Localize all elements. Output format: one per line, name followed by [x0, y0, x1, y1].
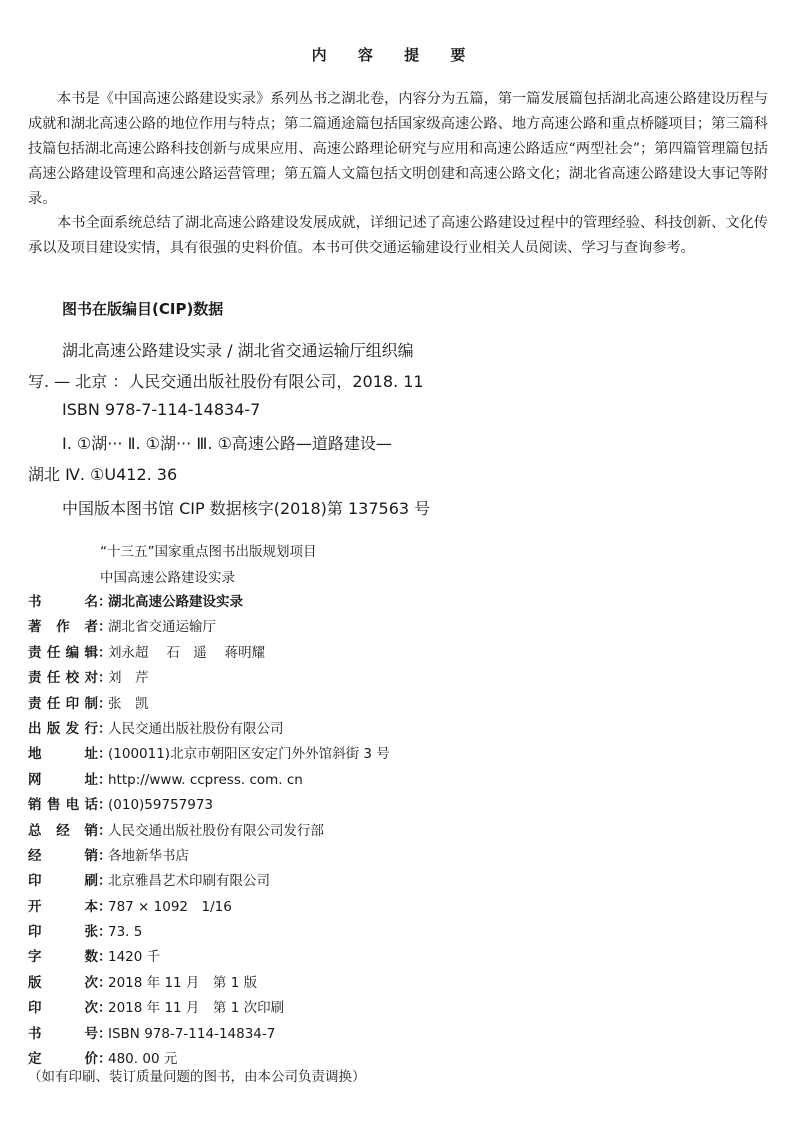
info-colon: ： — [98, 898, 112, 915]
info-label: 印 张 — [28, 924, 98, 941]
info-row — [28, 819, 768, 844]
summary-title: 内 容 提 要 — [311, 46, 479, 64]
info-row — [28, 793, 768, 818]
info-label: 开 本 — [28, 898, 98, 915]
info-colon: ： — [98, 797, 112, 814]
info-value: (010)59757973 — [108, 797, 214, 814]
info-label: 地 址 — [28, 746, 98, 763]
info-label: 版 次 — [28, 974, 98, 991]
summary-paragraph-1: 本书是《中国高速公路建设实录》系列丛书之湖北卷，内容分为五篇，第一篇发展篇包括湖北高速公路建设历程与成就和湖北高速公路的地位作用与特点；第二篇通途篇包括国家级高速公路、地方高速公路和重点桥隧项目；第三篇科技篇包括湖北高速公路科技创新与成果应用、高速公路理论研究与应用和高速公路适应“两型社会”；第四篇管理篇包括高速公路建设管理和高速公路运营管理；第五篇人文篇包括文明创建和高速公路文化；湖北省高速公路建设大事记等附录。 — [28, 91, 768, 207]
info-colon: ： — [98, 695, 112, 712]
summary-paragraph-2: 本书全面系统总结了湖北高速公路建设发展成就，详细记述了高速公路建设过程中的管理经验、科技创新、文化传承以及项目建设实情，具有很强的史料价值。本书可供交通运输建设行业相关人员阅读、学习与查询参考。 — [28, 215, 768, 256]
info-row — [28, 971, 768, 996]
info-label: 印 刷 — [28, 873, 98, 890]
info-value: 2018 年 11 月 第 1 版 — [108, 974, 258, 991]
cip-heading: 图书在版编目(CIP)数据 — [62, 300, 224, 318]
info-label: 经 销 — [28, 847, 98, 864]
info-row — [28, 692, 768, 717]
cip-line-2: 写. — 北京 ：人民交通出版社股份有限公司，2018. 11 — [28, 372, 424, 391]
info-colon: ： — [98, 1000, 112, 1017]
info-value: 人民交通出版社股份有限公司 — [108, 720, 284, 737]
info-value: 湖北高速公路建设实录 — [108, 594, 243, 610]
info-value: 人民交通出版社股份有限公司发行部 — [108, 822, 324, 839]
info-value: ISBN 978-7-114-14834-7 — [108, 1025, 276, 1042]
project-line-1: “十三五”国家重点图书出版规划项目 — [100, 544, 317, 560]
info-label: 总 经 销 — [28, 822, 98, 839]
info-label: 印 次 — [28, 1000, 98, 1017]
info-row — [28, 844, 768, 869]
publication-info-list — [28, 590, 768, 1072]
info-row — [28, 641, 768, 666]
info-value: 湖北省交通运输厅 — [108, 619, 216, 636]
info-label: 责 任 校 对 — [28, 670, 98, 687]
info-colon: ： — [98, 619, 112, 636]
info-colon: ： — [98, 644, 112, 661]
cip-line-1: 湖北高速公路建设实录 / 湖北省交通运输厅组织编 — [62, 341, 414, 360]
info-row — [28, 590, 768, 615]
info-value: 73. 5 — [108, 924, 143, 941]
info-row — [28, 920, 768, 945]
info-colon: ： — [98, 746, 112, 763]
info-label: 出 版 发 行 — [28, 720, 98, 737]
info-row — [28, 945, 768, 970]
info-colon: ： — [98, 974, 112, 991]
project-line-2: 中国高速公路建设实录 — [100, 570, 235, 586]
info-value: 刘 芹 — [108, 670, 149, 687]
info-value: (100011)北京市朝阳区安定门外外馆斜街 3 号 — [108, 746, 390, 763]
info-colon: ： — [98, 847, 112, 864]
quality-note: （如有印刷、装订质量问题的图书，由本公司负责调换） — [28, 1069, 366, 1085]
info-row — [28, 895, 768, 920]
info-value: 刘永超 石 遥 蒋明耀 — [108, 644, 266, 661]
info-value: 北京雅昌艺术印刷有限公司 — [108, 873, 270, 890]
info-label: 销 售 电 话 — [28, 797, 98, 814]
info-row — [28, 1022, 768, 1047]
info-value: 2018 年 11 月 第 1 次印刷 — [108, 1000, 285, 1017]
info-value: 1420 千 — [108, 949, 161, 966]
info-row — [28, 869, 768, 894]
info-row — [28, 615, 768, 640]
info-colon: ： — [98, 822, 112, 839]
info-colon: ： — [98, 771, 112, 788]
info-colon: ： — [98, 873, 112, 890]
info-colon: ： — [98, 594, 112, 610]
info-colon: ： — [98, 720, 112, 737]
info-label: 责 任 编 辑 — [28, 644, 98, 661]
info-colon: ： — [98, 1025, 112, 1042]
info-colon: ： — [98, 1051, 112, 1068]
info-row — [28, 768, 768, 793]
cip-classification-2: 湖北 Ⅳ. ①U412. 36 — [28, 465, 178, 484]
cip-record-number: 中国版本图书馆 CIP 数据核字(2018)第 137563 号 — [62, 499, 431, 518]
info-value: 张 凯 — [108, 695, 149, 712]
info-row — [28, 717, 768, 742]
info-row — [28, 996, 768, 1021]
info-label: 字 数 — [28, 949, 98, 966]
info-row — [28, 742, 768, 767]
info-label: 网 址 — [28, 771, 98, 788]
cip-classification-1: Ⅰ. ①湖··· Ⅱ. ①湖··· Ⅲ. ①高速公路—道路建设— — [62, 434, 392, 453]
info-label: 书 名 — [28, 594, 98, 610]
info-label: 著 作 者 — [28, 619, 98, 636]
info-label: 书 号 — [28, 1025, 98, 1042]
info-label: 定 价 — [28, 1051, 98, 1068]
info-value: 787 × 1092 1/16 — [108, 898, 232, 915]
info-value: 480. 00 元 — [108, 1051, 178, 1068]
info-row — [28, 666, 768, 691]
info-colon: ： — [98, 949, 112, 966]
info-value: http://www. ccpress. com. cn — [108, 771, 303, 788]
info-value: 各地新华书店 — [108, 847, 189, 864]
info-colon: ： — [98, 670, 112, 687]
info-colon: ： — [98, 924, 112, 941]
cip-isbn: ISBN 978-7-114-14834-7 — [62, 400, 261, 419]
info-label: 责 任 印 制 — [28, 695, 98, 712]
